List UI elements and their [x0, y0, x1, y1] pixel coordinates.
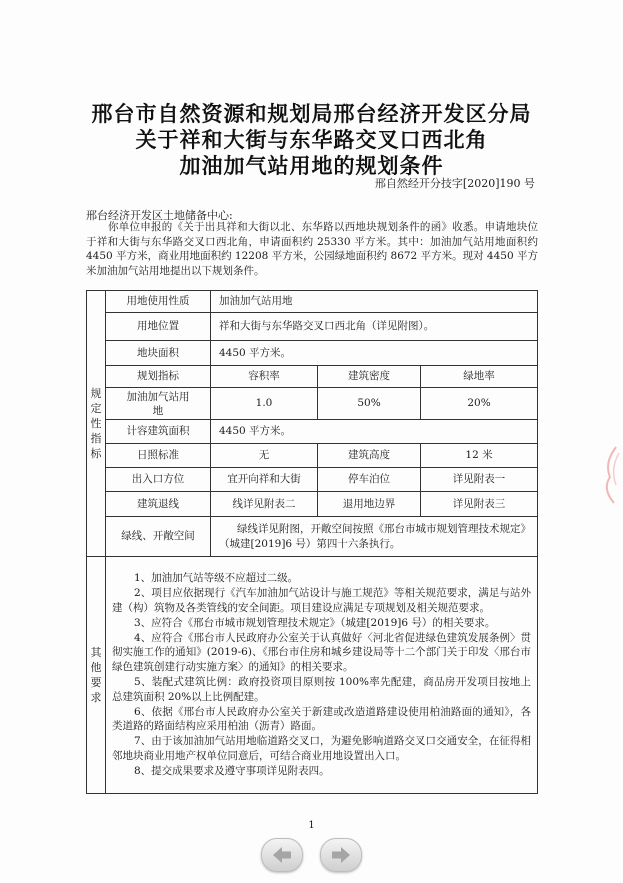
access-label: 出入口方位: [106, 468, 211, 492]
planning-conditions-table: [86, 290, 538, 794]
green-space-label: 绿线、开敞空间: [106, 517, 211, 557]
previous-page-button[interactable]: [261, 838, 303, 872]
height-label: 建筑高度: [318, 444, 421, 468]
table-row: [87, 388, 538, 420]
table-row: [87, 341, 538, 366]
requirement-item: 8、提交成果要求及遵守事项详见附表四。: [134, 764, 330, 777]
next-page-button[interactable]: [320, 838, 362, 872]
requirement-item: 5、装配式建筑比例：政府投资项目原则按 100%率先配建，商品房开发项目按地上总建筑面积 20%以上比例配建。: [112, 676, 531, 703]
addressee: 邢台经济开发区土地储备中心:: [86, 209, 233, 222]
table-row: [87, 468, 538, 492]
parking-value: 详见附表一: [421, 468, 538, 492]
height-value: 12 米: [421, 444, 538, 468]
table-row: [87, 291, 538, 313]
table-row: [87, 366, 538, 388]
title-line-1: 邢台市自然资源和规划局邢台经济开发区分局: [91, 102, 532, 126]
side-label-specs: 规定性指标: [87, 291, 106, 557]
floor-area-value: 4450 平方米。: [211, 420, 538, 444]
sunlight-label: 日照标准: [106, 444, 211, 468]
stamp-edge-mark: [596, 445, 620, 505]
requirement-item: 6、依据《邢台市人民政府办公室关于新建或改造道路建设使用柏油路面的通知》，各类道路的路面结构应采用柏油（沥青）路面。: [112, 705, 531, 733]
boundary-value: 详见附表三: [421, 492, 538, 517]
table-row: [87, 420, 538, 444]
requirement-item: 7、由于该加油加气站用地临道路交叉口，为避免影响道路交叉口交通安全，在征得相邻地块商业用地产权单位同意后，可结合商业用地设置出入口。: [112, 735, 531, 762]
green-ratio-value: 20%: [421, 388, 538, 420]
setback-label: 建筑退线: [106, 492, 211, 517]
body-paragraph: 你单位申报的《关于出具祥和大街以北、东华路以西地块规划条件的函》收悉。申请地块位于祥和大街与东华路交叉口西北角，申请面积约 25330 平方米。其中：加油加气站用地面积约 4450 平方米，商业用地面积约 12208 平方米，公园绿地面积约 8672 平方米。现对 4450 平方米加油加气站用地提出以下规划条件。: [86, 221, 538, 277]
location-label: 用地位置: [106, 313, 211, 341]
side-label-other: 其他要求: [87, 557, 106, 794]
table-row: [87, 492, 538, 517]
requirement-item: 1、加油加气站等级不应超过二级。: [134, 572, 299, 585]
far-header: 容积率: [211, 366, 318, 388]
document-number: 邢自然经开分技字[2020]190 号: [374, 177, 535, 190]
indicator-row-label: 加油加气站用地: [106, 388, 211, 420]
page-number: 1: [308, 820, 315, 831]
land-use-value: 加油加气站用地: [211, 291, 538, 313]
far-value: 1.0: [211, 388, 318, 420]
table-row: [87, 517, 538, 557]
boundary-label: 退用地边界: [318, 492, 421, 517]
arrow-left-icon: [271, 845, 293, 865]
location-value: 祥和大街与东华路交叉口西北角（详见附图）。: [211, 313, 538, 341]
green-space-value: 绿线详见附图，开敞空间按照《邢台市城市规划管理技术规定》（城建[2019]6 号）第四十六条执行。: [211, 517, 538, 557]
table-row: [87, 313, 538, 341]
table-row: [87, 444, 538, 468]
density-value: 50%: [318, 388, 421, 420]
density-header: 建筑密度: [318, 366, 421, 388]
requirement-item: 4、应符合《邢台市人民政府办公室关于认真做好〈河北省促进绿色建筑发展条例〉贯彻实施工作的通知》(2019-6)、《邢台市住房和城乡建设局等十二个部门关于印发〈邢台市绿色建筑创建行动实施方案〉的通知》的相关要求。: [112, 631, 531, 674]
requirement-item: 3、应符合《邢台市城市规划管理技术规定》（城建[2019]6 号）的相关要求。: [134, 616, 496, 629]
green-ratio-header: 绿地率: [421, 366, 538, 388]
parking-label: 停车泊位: [318, 468, 421, 492]
area-label: 地块面积: [106, 341, 211, 366]
table-row: [87, 557, 538, 794]
land-use-label: 用地使用性质: [106, 291, 211, 313]
area-value: 4450 平方米。: [211, 341, 538, 366]
arrow-right-icon: [330, 845, 352, 865]
floor-area-label: 计容建筑面积: [106, 420, 211, 444]
access-value: 宜开向祥和大街: [211, 468, 318, 492]
sunlight-value: 无: [211, 444, 318, 468]
indicator-header-label: 规划指标: [106, 366, 211, 388]
requirement-item: 2、项目应依据现行《汽车加油加气站设计与施工规范》等相关规范要求，满足与站外建（构）筑物及各类管线的安全间距。项目建设应满足专项规划及相关规范要求。: [112, 587, 531, 615]
setback-value: 线详见附表二: [211, 492, 318, 517]
title-line-2: 关于祥和大街与东华路交叉口西北角: [135, 128, 488, 152]
title-line-3: 加油加气站用地的规划条件: [179, 154, 444, 178]
other-requirements: [106, 557, 538, 794]
